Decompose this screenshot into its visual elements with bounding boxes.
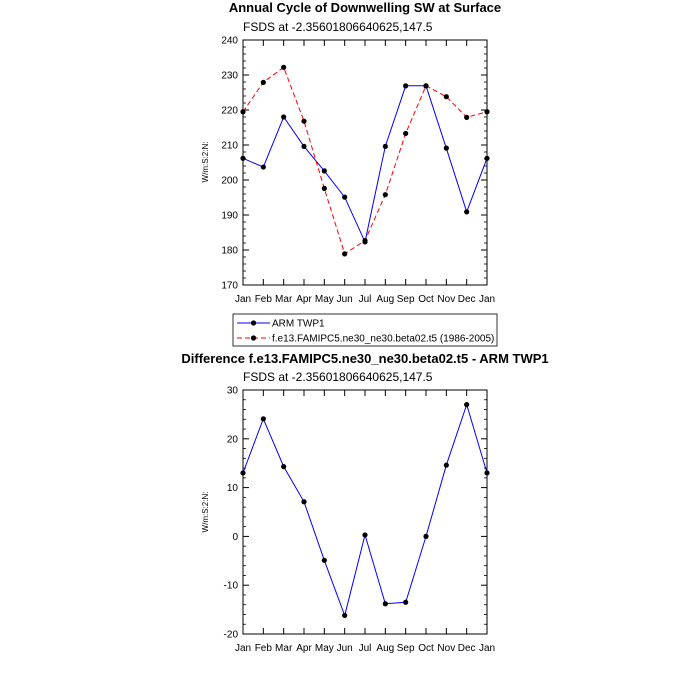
x-tick-label: Aug	[376, 294, 395, 305]
difference-chart	[181, 351, 548, 654]
y-ticks	[221, 36, 487, 292]
x-tick-label: Apr	[296, 294, 312, 305]
x-ticks	[235, 40, 495, 305]
data-point	[301, 119, 306, 124]
x-tick-label: Mar	[275, 643, 293, 654]
data-point	[403, 600, 408, 605]
y-tick-label: -10	[223, 580, 238, 592]
x-tick-label: Apr	[296, 643, 312, 654]
data-point	[362, 238, 367, 243]
data-point	[322, 558, 327, 563]
data-point	[261, 164, 266, 169]
y-axis-label: W/m:S:2:N:	[201, 491, 210, 533]
data-point	[484, 156, 489, 161]
data-point	[322, 186, 327, 191]
y-tick-label: 220	[221, 105, 238, 117]
data-point	[240, 109, 245, 114]
data-point	[383, 601, 388, 606]
x-tick-label: Dec	[457, 294, 476, 305]
x-tick-label: Jan	[478, 294, 496, 305]
x-ticks	[235, 390, 495, 654]
data-point	[464, 115, 469, 120]
x-tick-label: May	[314, 643, 334, 654]
data-point	[484, 470, 489, 475]
x-tick-label: Oct	[418, 643, 434, 654]
data-point	[342, 251, 347, 256]
y-tick-label: 190	[221, 210, 238, 222]
legend-label-arm: ARM TWP1	[272, 318, 325, 330]
data-point	[444, 463, 449, 468]
x-tick-label: Nov	[437, 294, 456, 305]
data-point	[261, 80, 266, 85]
data-point	[261, 416, 266, 421]
series-group	[240, 65, 489, 257]
data-point	[383, 192, 388, 197]
x-tick-label: Sep	[396, 294, 415, 305]
y-tick-label: 20	[226, 434, 238, 446]
x-tick-label: May	[314, 294, 334, 305]
data-point	[342, 195, 347, 200]
series-group	[240, 402, 489, 618]
x-tick-label: Jan	[234, 643, 252, 654]
data-point	[484, 109, 489, 114]
legend-marker-model	[251, 335, 256, 340]
data-point	[281, 464, 286, 469]
data-point	[423, 83, 428, 88]
x-tick-label: Feb	[254, 643, 272, 654]
legend	[233, 314, 497, 346]
data-point	[301, 144, 306, 149]
legend-marker-arm	[251, 320, 256, 325]
chart-title: Annual Cycle of Downwelling SW at Surface	[228, 0, 502, 15]
y-axis-label: W/m:S:2:N:	[201, 141, 210, 183]
chart-subtitle: FSDS at -2.35601806640625,147.5	[243, 370, 433, 384]
x-tick-label: Sep	[396, 643, 415, 654]
x-tick-label: Nov	[437, 643, 456, 654]
y-ticks	[224, 386, 487, 641]
y-tick-label: 210	[221, 140, 238, 152]
data-point	[342, 613, 347, 618]
data-point	[444, 94, 449, 99]
data-point	[444, 146, 449, 151]
y-tick-label: -20	[223, 629, 238, 641]
x-tick-label: Jan	[234, 294, 252, 305]
y-tick-label: 200	[221, 175, 238, 187]
plot-frame	[243, 390, 487, 634]
data-point	[240, 156, 245, 161]
y-tick-label: 10	[226, 483, 238, 495]
y-tick-label: 0	[232, 531, 238, 543]
data-point	[281, 65, 286, 70]
data-point	[240, 470, 245, 475]
x-tick-label: Jul	[358, 643, 372, 654]
y-tick-label: 30	[226, 385, 238, 397]
x-tick-label: Feb	[254, 294, 272, 305]
x-tick-label: Aug	[376, 643, 395, 654]
y-tick-label: 230	[221, 70, 238, 82]
x-tick-label: Jan	[478, 643, 496, 654]
y-tick-label: 240	[221, 35, 238, 47]
data-point	[383, 144, 388, 149]
legend-label-model: f.e13.FAMIPC5.ne30_ne30.beta02.t5 (1986-2005)	[272, 333, 495, 345]
x-tick-label: Dec	[457, 643, 476, 654]
data-point	[464, 402, 469, 407]
data-point	[281, 114, 286, 119]
y-tick-label: 180	[221, 245, 238, 257]
y-tick-label: 170	[221, 280, 238, 292]
data-point	[362, 532, 367, 537]
series-line-0	[243, 405, 487, 616]
x-tick-label: Mar	[275, 294, 293, 305]
data-point	[403, 83, 408, 88]
x-tick-label: Jun	[336, 643, 353, 654]
x-tick-label: Jun	[336, 294, 353, 305]
data-point	[423, 534, 428, 539]
x-tick-label: Jul	[358, 294, 372, 305]
data-point	[322, 168, 327, 173]
series-line-0	[243, 86, 487, 242]
x-tick-label: Oct	[418, 294, 434, 305]
annual-cycle-chart	[201, 0, 501, 346]
chart-title: Difference f.e13.FAMIPC5.ne30_ne30.beta02.t5 - ARM TWP1	[181, 351, 549, 366]
data-point	[403, 131, 408, 136]
chart-subtitle: FSDS at -2.35601806640625,147.5	[243, 20, 433, 34]
data-point	[464, 209, 469, 214]
data-point	[301, 499, 306, 504]
